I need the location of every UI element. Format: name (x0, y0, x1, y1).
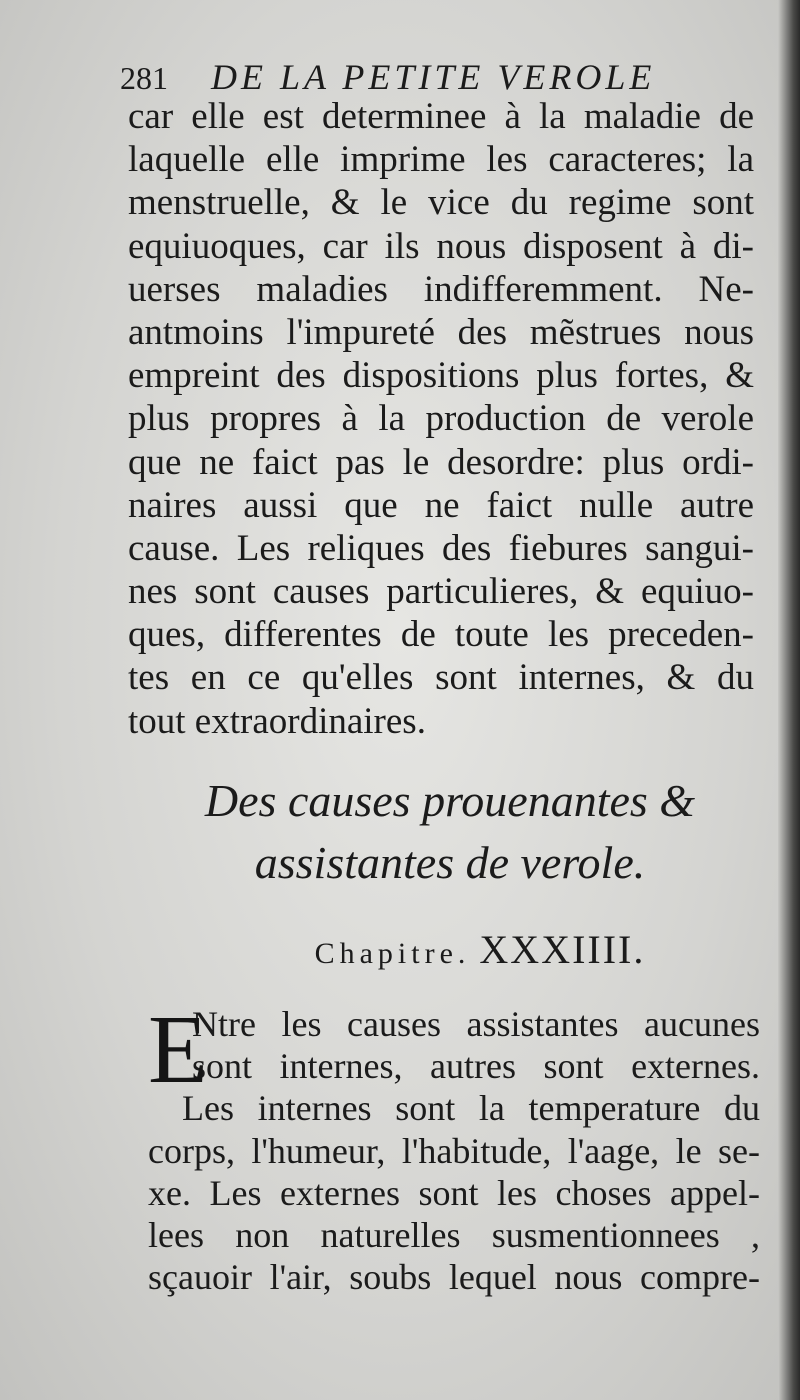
text-line: menstruelle, & le vice du regime sont (128, 182, 754, 224)
paragraph-continued (128, 95, 754, 743)
text-line: sçauoir l'air, soubs lequel nous compre- (148, 1257, 760, 1298)
text-line: plus propres à la production de verole (128, 398, 754, 440)
page-gutter-shadow (778, 0, 800, 1400)
text-line: sont internes, autres sont externes. (192, 1046, 760, 1087)
drop-cap: E (148, 996, 208, 1104)
text-line: antmoins l'impureté des mẽstrues nous (128, 311, 754, 353)
text-line: Les internes sont la temperature du (182, 1088, 760, 1129)
text-line: naires aussi que ne faict nulle autre (128, 484, 754, 526)
text-line: corps, l'humeur, l'habitude, l'aage, le se- (148, 1130, 760, 1171)
section-title-line: assistantes de verole. (254, 837, 646, 888)
text-line: xe. Les externes sont les choses appel- (148, 1172, 760, 1213)
text-line: laquelle elle imprime les caracteres; la (128, 139, 754, 181)
chapter-number: XXXIIII. (479, 927, 646, 972)
section-title-line: Des causes prouenantes & (204, 775, 696, 826)
chapter-heading (200, 925, 760, 979)
section-title (140, 770, 760, 894)
text-line: Ntre les causes assistantes aucunes (192, 1004, 760, 1044)
text-line: uerses maladies indifferemment. Ne- (128, 268, 754, 310)
text-line: car elle est determinee à la maladie de (128, 96, 754, 137)
text-line: que ne faict pas le desordre: plus ordi- (128, 441, 754, 483)
text-line: equiuoques, car ils nous disposent à di- (128, 225, 754, 267)
text-line: lees non naturelles susmentionnees , (148, 1214, 760, 1255)
chapter-label: Chapitre. (314, 937, 471, 970)
text-line: empreint des dispositions plus fortes, & (128, 355, 754, 397)
text-line: nes sont causes particulieres, & equiuo- (128, 571, 754, 613)
page-number: 281 (120, 60, 168, 96)
text-line: tes en ce qu'elles sont internes, & du (128, 657, 754, 699)
text-line: ques, differentes de toute les preceden- (128, 614, 754, 656)
text-line: cause. Les reliques des fiebures sangui- (128, 527, 754, 569)
chapter-paragraph (148, 996, 760, 1298)
running-head: DE LA PETITE VEROLE (211, 57, 656, 97)
text-line: tout extraordinaires. (128, 700, 426, 742)
